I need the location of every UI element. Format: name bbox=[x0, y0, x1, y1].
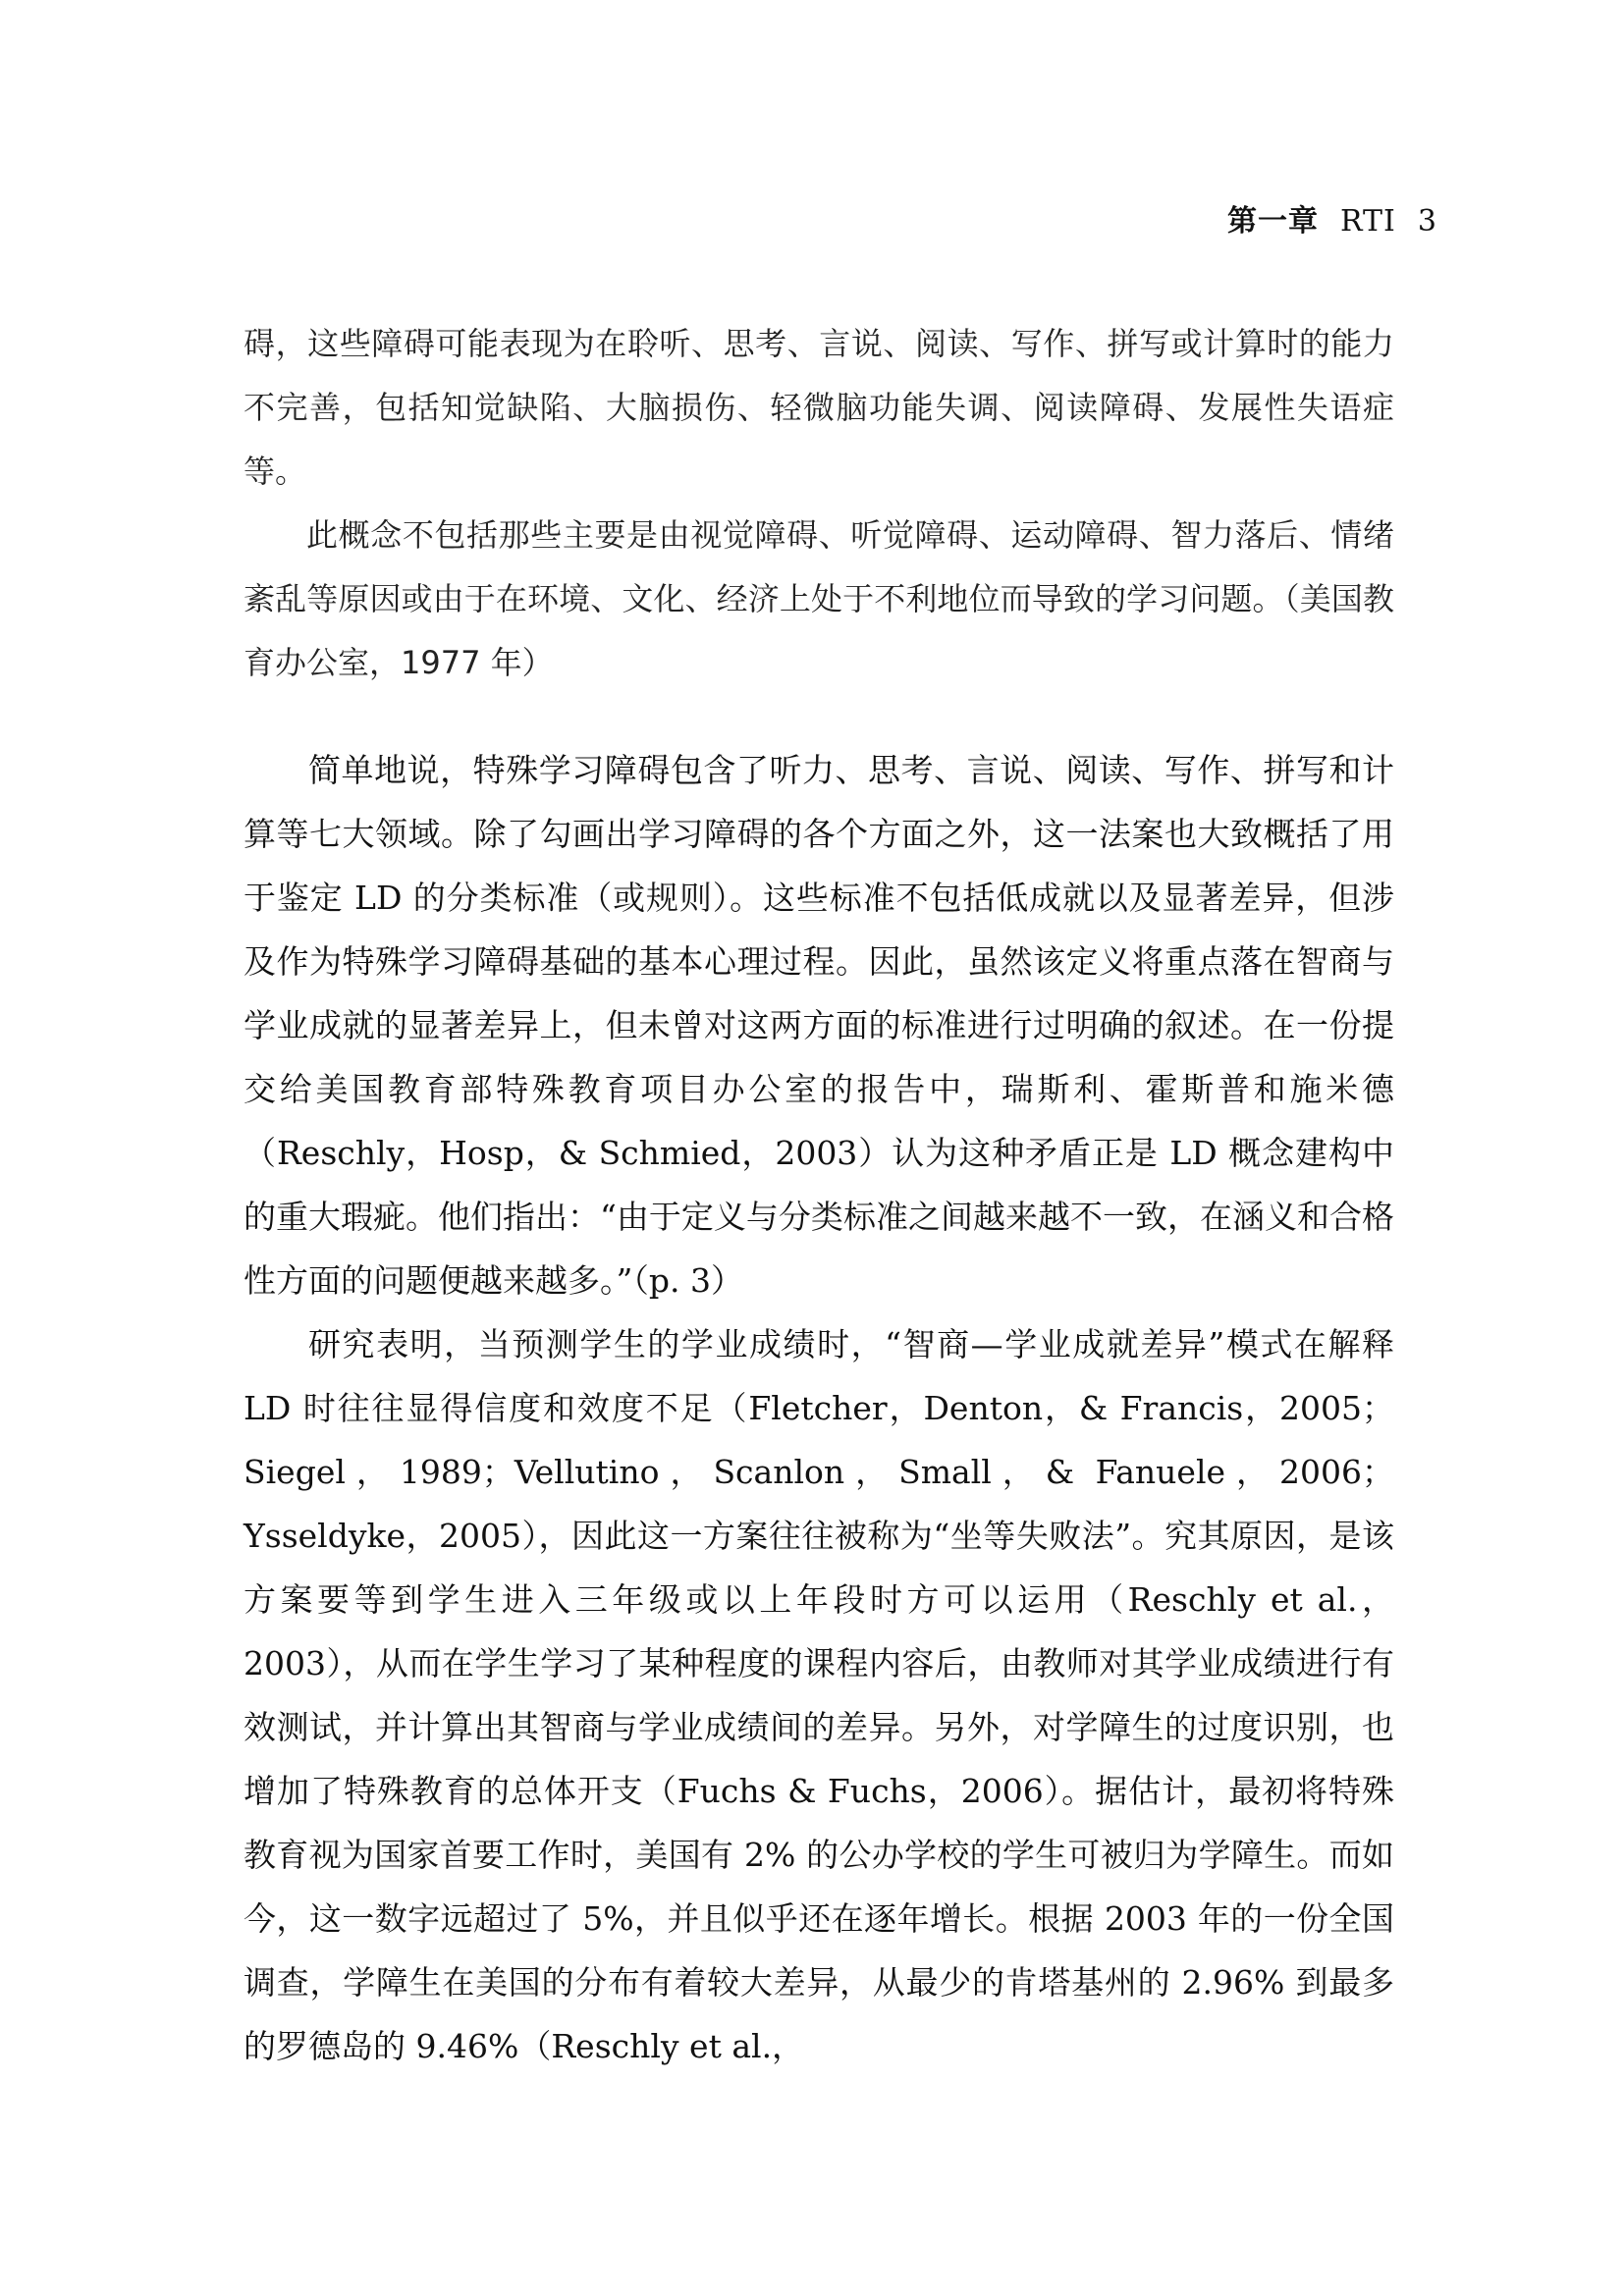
page-content bbox=[244, 312, 1394, 2078]
page-number: 3 bbox=[1417, 204, 1437, 239]
body-paragraph: 研究表明，当预测学生的学业成绩时，“智商—学业成就差异”模式在解释 LD 时往往显得信度和效度不足（Fletcher，Denton，& Francis，2005；Siegel，1989；Vellutino，Scanlon，Small，& Fanuele，2006；Ysseldyke，2005），因此这一方案往往被称为“坐等失败法”。究其原因，是该方案要等到学生进入三年级或以上年段时方可以运用（Reschly et al.，2003），从而在学生学习了某种程度的课程内容后，由教师对其学业成绩进行有效测试，并计算出其智商与学业成绩间的差异。另外，对学障生的过度识别，也增加了特殊教育的总体开支（Fuchs & Fuchs，2006）。据估计，最初将特殊教育视为国家首要工作时，美国有 2% 的公办学校的学生可被归为学障生。而如今，这一数字远超过了 5%，并且似乎还在逐年增长。根据 2003 年的一份全国调查，学障生在美国的分布有着较大差异，从最少的肯塔基州的 2.96% 到最多的罗德岛的 9.46%（Reschly et al.， bbox=[244, 1325, 1394, 2065]
running-header bbox=[1227, 196, 1437, 240]
chapter-title: RTI bbox=[1339, 204, 1396, 239]
chapter-label: 第一章 bbox=[1226, 204, 1319, 239]
body-text bbox=[244, 738, 1394, 2078]
block-quote bbox=[244, 312, 1394, 695]
quote-paragraph: 碍，这些障碍可能表现为在聆听、思考、言说、阅读、写作、拼写或计算时的能力不完善，包括知觉缺陷、大脑损伤、轻微脑功能失调、阅读障碍、发展性失语症等。 bbox=[244, 325, 1394, 490]
body-paragraph: 简单地说，特殊学习障碍包含了听力、思考、言说、阅读、写作、拼写和计算等七大领域。除了勾画出学习障碍的各个方面之外，这一法案也大致概括了用于鉴定 LD 的分类标准（或规则）。这些标准不包括低成就以及显著差异，但涉及作为特殊学习障碍基础的基本心理过程。因此，虽然该定义将重点落在智商与学业成就的显著差异上，但未曾对这两方面的标准进行过明确的叙述。在一份提交给美国教育部特殊教育项目办公室的报告中，瑞斯利、霍斯普和施米德（Reschly，Hosp，& Schmied，2003）认为这种矛盾正是 LD 概念建构中的重大瑕疵。他们指出：“由于定义与分类标准之间越来越不一致，在涵义和合格性方面的问题便越来越多。”（p. 3） bbox=[244, 751, 1394, 1300]
quote-paragraph: 此概念不包括那些主要是由视觉障碍、听觉障碍、运动障碍、智力落后、情绪紊乱等原因或由于在环境、文化、经济上处于不利地位而导致的学习问题。（美国教育办公室，1977 年） bbox=[244, 516, 1394, 681]
